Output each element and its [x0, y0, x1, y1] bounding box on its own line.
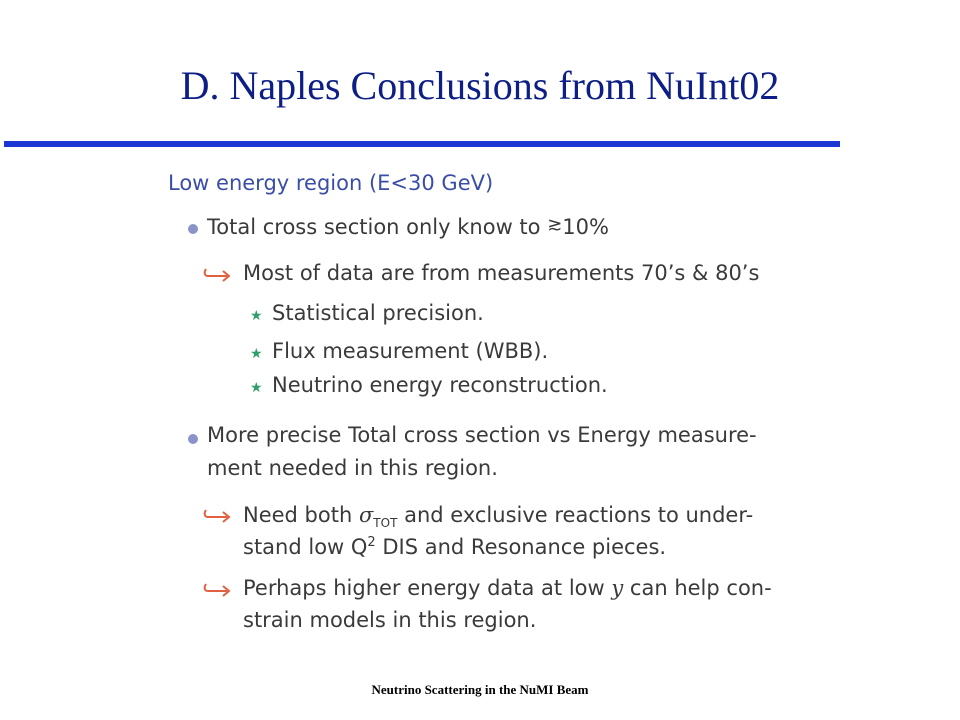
sub-perhaps-higher-line2: strain models in this region. — [243, 608, 537, 632]
sub-perhaps-higher-line1 — [243, 576, 772, 600]
bullet-total-cross-section — [207, 215, 609, 239]
bullet1-text: Total cross section only know to — [207, 215, 548, 239]
star-icon: ★ — [250, 346, 263, 362]
star-icon: ★ — [250, 380, 263, 396]
sub-most-of-data: Most of data are from measurements 70’s & 80’s — [243, 261, 760, 285]
bullet1-percent: 10% — [562, 215, 609, 239]
approx-symbol: ≳ — [547, 214, 563, 235]
star-item-flux: Flux measurement (WBB). — [272, 339, 549, 363]
sigma-symbol: σ — [358, 503, 374, 527]
star-item-statistical: Statistical precision. — [272, 301, 484, 325]
q-squared-exponent: 2 — [367, 535, 376, 550]
title-divider — [4, 141, 840, 147]
sub2-line2-post: DIS and Resonance pieces. — [375, 535, 667, 559]
bullet-dot-icon — [188, 224, 198, 234]
y-variable: y — [611, 576, 624, 600]
sub3-text-post: can help con- — [623, 576, 772, 600]
sub3-text-pre: Perhaps higher energy data at low — [243, 576, 612, 600]
sub2-line2-pre: stand low Q — [243, 535, 368, 559]
section-heading: Low energy region (E<30 GeV) — [168, 171, 494, 195]
hook-arrow-icon — [203, 581, 233, 597]
sub-need-both-line2 — [243, 535, 666, 559]
slide-title: D. Naples Conclusions from NuInt02 — [180, 63, 780, 108]
sub-need-both-line1 — [243, 503, 753, 530]
sigma-subscript: TOT — [373, 516, 398, 531]
sub2-text-pre: Need both — [243, 503, 359, 527]
star-item-neutrino-energy: Neutrino energy reconstruction. — [272, 373, 608, 397]
slide-footer: Neutrino Scattering in the NuMI Beam — [371, 682, 589, 697]
bullet-more-precise-line1: More precise Total cross section vs Energy measure- — [207, 423, 757, 447]
hook-arrow-icon — [203, 507, 233, 523]
bullet-more-precise-line2: ment needed in this region. — [207, 456, 498, 480]
hook-arrow-icon — [203, 266, 233, 282]
bullet-dot-icon — [188, 434, 198, 444]
star-icon: ★ — [250, 308, 263, 324]
sub2-text-post: and exclusive reactions to under- — [397, 503, 754, 527]
